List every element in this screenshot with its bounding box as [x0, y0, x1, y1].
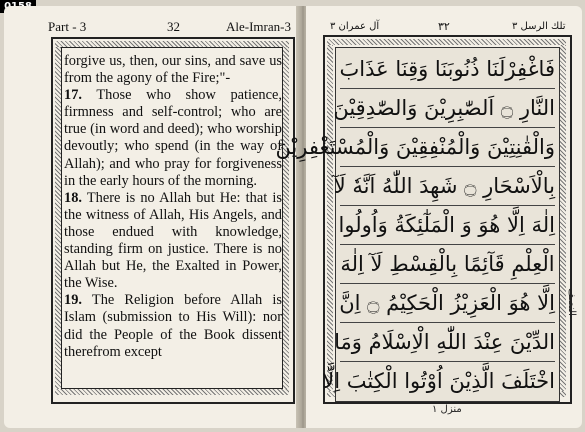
verse-16-end: forgive us, then, our sins, and save us from the agony of the Fire;"-	[64, 53, 282, 87]
translation-text	[64, 53, 282, 361]
left-border-hatch-bottom	[55, 389, 289, 395]
arabic-juz-label: تلك الرسل ٣	[512, 21, 566, 32]
part-label: Part - 3	[48, 19, 87, 34]
arabic-line-2: النَّارِ ۝ اَلصّٰبِرِيْنَ وَالصّٰدِقِيْنَ	[340, 89, 555, 128]
right-border-hatch-left	[327, 45, 333, 391]
left-border-hatch-right	[283, 47, 289, 389]
arabic-line-7: اِلَّا هُوَ الْعَزِيْزُ الْحَكِيْمُ ۝ اِنَّ	[340, 284, 555, 323]
right-border-hatch-right	[560, 45, 566, 391]
verse-18: 18. There is no Allah but He: that is the witness of Allah, His Angels, and those endued with knowledge, standing firm on justice. There is no Allah but He, the Exalted in Power, the Wise.	[64, 189, 282, 292]
page-number: 32	[167, 19, 180, 34]
arabic-text-box	[275, 47, 560, 402]
verse-19: 19. The Religion before Allah is Islam (submission to His Will): nor did the People of the Book dissent therefrom except	[64, 292, 282, 360]
right-border-hatch-top	[327, 39, 566, 45]
arabic-line-1: فَاغْفِرْلَنَا ذُنُوبَنَا وَقِنَا عَذَابَ	[340, 50, 555, 89]
arabic-line-4: بِالْاَسْحَارِ ۝ شَهِدَ اللّٰهُ اَنَّهٗ لَآ	[340, 167, 555, 206]
arabic-page-number: ٣٢	[438, 20, 450, 33]
arabic-surah-label: آل عمران ٣	[330, 21, 380, 32]
arabic-line-9: اخْتَلَفَ الَّذِيْنَ اُوْتُوا الْكِتٰبَ اِلَّا	[322, 369, 555, 393]
arabic-line-8: الدِّيْنَ عِنْدَ اللّٰهِ الْاِسْلَامُ وَمَا	[340, 323, 555, 362]
arabic-line-3: وَالْقٰنِتِيْنَ وَالْمُنْفِقِيْنَ وَالْمُسْتَغْفِرِيْنَ	[340, 128, 555, 167]
arabic-line-6: الْعِلْمِ قَآئِمًا بِالْقِسْطِ لَآ اِلٰهَ	[340, 245, 555, 284]
arabic-line-5: اِلٰهَ اِلَّا هُوَ وَ الْمَلٰٓئِكَةُ وَاُولُوا	[340, 206, 555, 245]
surah-label: Ale-Imran-3	[226, 19, 291, 34]
manzil-footer-label: منزل ١	[432, 404, 462, 415]
margin-half-marker: النصف	[566, 288, 577, 316]
verse-17: 17. Those who show patience, firmness and self-control; who are true (in word and deed); who worship devoutly; who spend (in the way of Allah); and who pray for forgiveness in the early hours of the morning.	[64, 87, 282, 189]
